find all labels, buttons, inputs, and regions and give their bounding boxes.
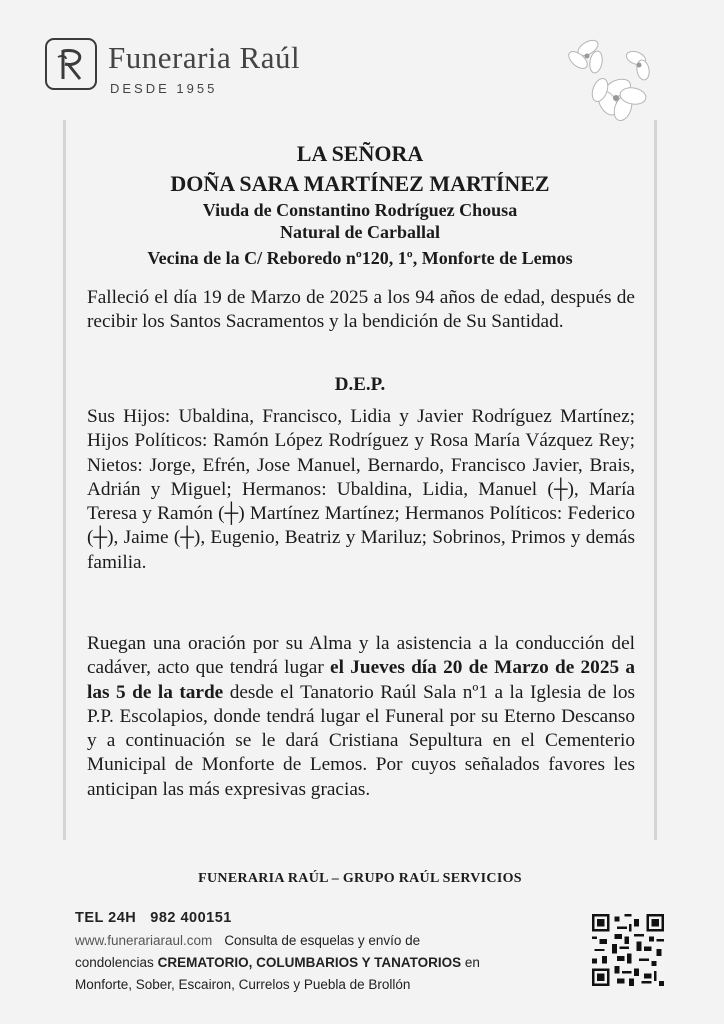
obituary-header — [75, 138, 645, 269]
deceased-name: DOÑA SARA MARTÍNEZ MARTÍNEZ — [170, 171, 550, 196]
phone-label: TEL 24H — [75, 910, 137, 926]
in-text: en — [464, 955, 480, 970]
contact-block — [75, 910, 575, 996]
title: LA SEÑORA — [296, 141, 424, 166]
services-row — [75, 952, 575, 974]
website-row — [75, 930, 575, 952]
request-paragraph — [87, 632, 635, 802]
frame-left-border — [63, 120, 66, 840]
brand-logo-mark — [45, 38, 97, 90]
consult-text: Consulta de esquelas y envío de — [224, 933, 421, 948]
family-paragraph: Sus Hijos: Ubaldina, Francisco, Lidia y Javier Rodríguez Martínez; Hijos Políticos: Ramón López Rodríguez y Rosa María Vázquez Rey; Nietos: Jorge, Efrén, Jose Manuel, Bernardo, Francisco Javier, Brais, Adrián y Miguel; Hermanos: Ubaldina, Lidia, Manuel (┼), María Teresa y Ramón (┼) Martínez Martínez; Hermanos Políticos: Federico (┼), Jaime (┼), Eugenio, Beatriz y Mariluz; Sobrinos, Primos y demás familia. — [87, 406, 635, 573]
brand-since: DESDE 1955 — [110, 81, 218, 96]
request-text-start: Ruegan una oración por su Alma y la asistencia a la conducción del cadáver, acto que tendrá lugar — [87, 633, 635, 679]
death-paragraph: Falleció el día 19 de Marzo de 2025 a los 94 años de edad, después de recibir los Santos Sacramentos y la bendición de Su Santidad. — [87, 287, 635, 333]
dep-heading: D.E.P. — [334, 374, 386, 395]
widow-line: Viuda de Constantino Rodríguez Chousa — [202, 200, 518, 220]
origin-line: Natural de Carballal — [280, 222, 440, 242]
company-footer: FUNERARIA RAÚL – GRUPO RAÚL SERVICIOS — [198, 871, 522, 886]
qr-code-icon[interactable] — [592, 914, 664, 986]
request-text-end: desde el Tanatorio Raúl Sala nº1 a la Iglesia de los P.P. Escolapios, donde tendrá lugar el Funeral por su Eterno Descanso y a continuación se le dará Cristiana Sepultura en el Cementerio Municipal de Monforte de Lemos. Por cuyos señalados favores les anticipan las más expresivas gracias. — [87, 681, 635, 800]
flower-decoration-icon — [548, 28, 658, 128]
services-text: CREMATORIO, COLUMBARIOS Y TANATORIOS — [157, 955, 462, 970]
ceremony-date: el Jueves día 20 de Marzo de 2025 a las 5 de la tarde — [87, 657, 636, 703]
locations-row: Monforte, Sober, Escairon, Currelos y Puebla de Brollón — [75, 977, 411, 992]
r-monogram-icon — [54, 45, 88, 83]
website-link[interactable]: www.funerariaraul.com — [75, 933, 213, 948]
address-line: Vecina de la C/ Reboredo nº120, 1º, Monforte de Lemos — [147, 248, 573, 268]
phone-number[interactable]: 982 400151 — [150, 910, 232, 926]
condolences-text: condolencias — [75, 955, 154, 970]
frame-right-border — [654, 120, 657, 840]
brand-name: Funeraria Raúl — [108, 40, 301, 75]
phone-line — [75, 910, 575, 926]
